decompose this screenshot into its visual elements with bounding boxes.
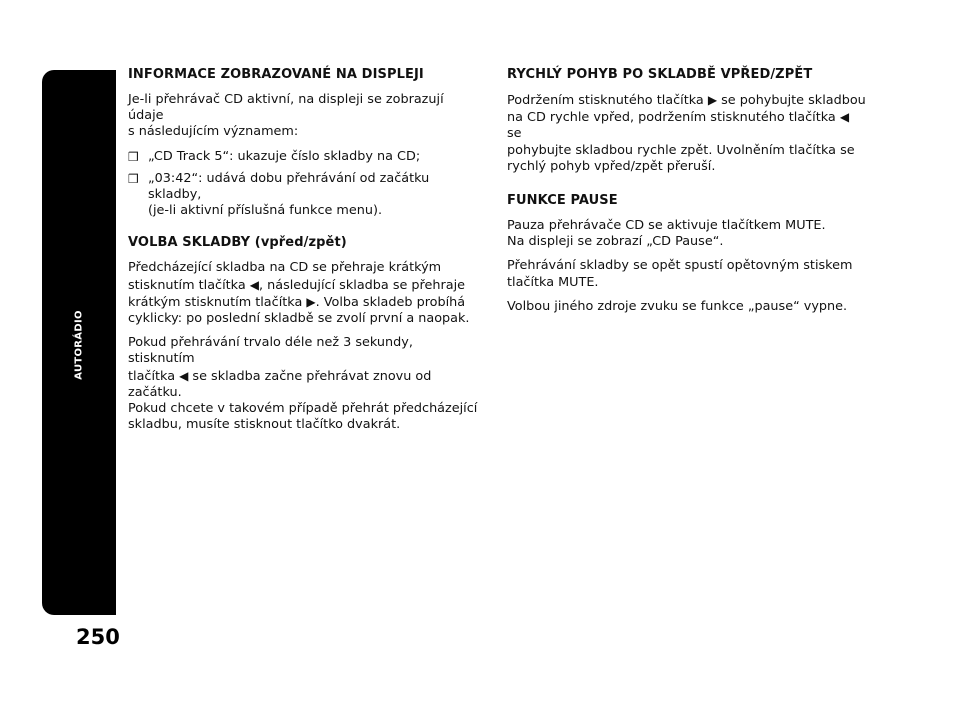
page-number: 250 (76, 625, 120, 649)
triangle-left-icon: ◀ (249, 277, 259, 292)
paragraph: Předcházející skladba na CD se přehraje krátkým stisknutím tlačítka ◀, následující skladba se přehraje krátkým stisknutím tlačítka ▶. Volba skladeb probíhá cyklicky: po poslední skladbě se zvolí první a naopak. (128, 260, 470, 327)
paragraph: Podržením stisknutého tlačítka ▶ se pohybujte skladbou na CD rychle vpřed, podržením stisknutého tlačítka ◀ se pohybujte skladbou rychle zpět. Uvolněním tlačítka se rychlý pohyb vpřed/zpět přeruší. (507, 93, 866, 174)
list-item: ❒ „CD Track 5“: ukazuje číslo skladby na CD; (128, 148, 421, 164)
heading-pause-function: FUNKCE PAUSE (507, 193, 618, 209)
checkbox-square-icon: ❒ (128, 149, 139, 164)
triangle-left-icon: ◀ (179, 368, 189, 383)
paragraph: Pauza přehrávače CD se aktivuje tlačítkem MUTE. Na displeji se zobrazí „CD Pause“. (507, 218, 826, 250)
checkbox-square-icon: ❒ (128, 171, 139, 186)
side-tab-label: AUTORÁDIO (73, 310, 85, 380)
paragraph: Volbou jiného zdroje zvuku se funkce „pause“ vypne. (507, 298, 848, 314)
paragraph: Pokud přehrávání trvalo déle než 3 sekundy, stisknutím tlačítka ◀ se skladba začne přehrávat znovu od začátku. Pokud chcete v takovém případě přehrát předcházející skladbu, musíte stisknout tlačítko dvakrát. (128, 335, 478, 433)
right-column (507, 66, 867, 323)
paragraph: Přehrávání skladby se opět spustí opětovným stiskem tlačítka MUTE. (507, 258, 853, 290)
triangle-right-icon: ▶ (306, 294, 316, 309)
triangle-left-icon: ◀ (839, 110, 850, 125)
triangle-right-icon: ▶ (707, 93, 718, 107)
paragraph: Je-li přehrávač CD aktivní, na displeji se zobrazují údaje s následujícím významem: (128, 92, 444, 140)
heading-display-info: INFORMACE ZOBRAZOVANÉ NA DISPLEJI (128, 67, 424, 82)
heading-fast-forward-rewind: RYCHLÝ POHYB PO SKLADBĚ VPŘED/ZPĚT (507, 67, 813, 82)
heading-track-selection: VOLBA SKLADBY (vpřed/zpět) (128, 235, 347, 251)
left-column (128, 66, 478, 441)
list-item: ❒ „03:42“: udává dobu přehrávání od začátku skladby, (je-li aktivní příslušná funkce menu). (128, 170, 430, 219)
